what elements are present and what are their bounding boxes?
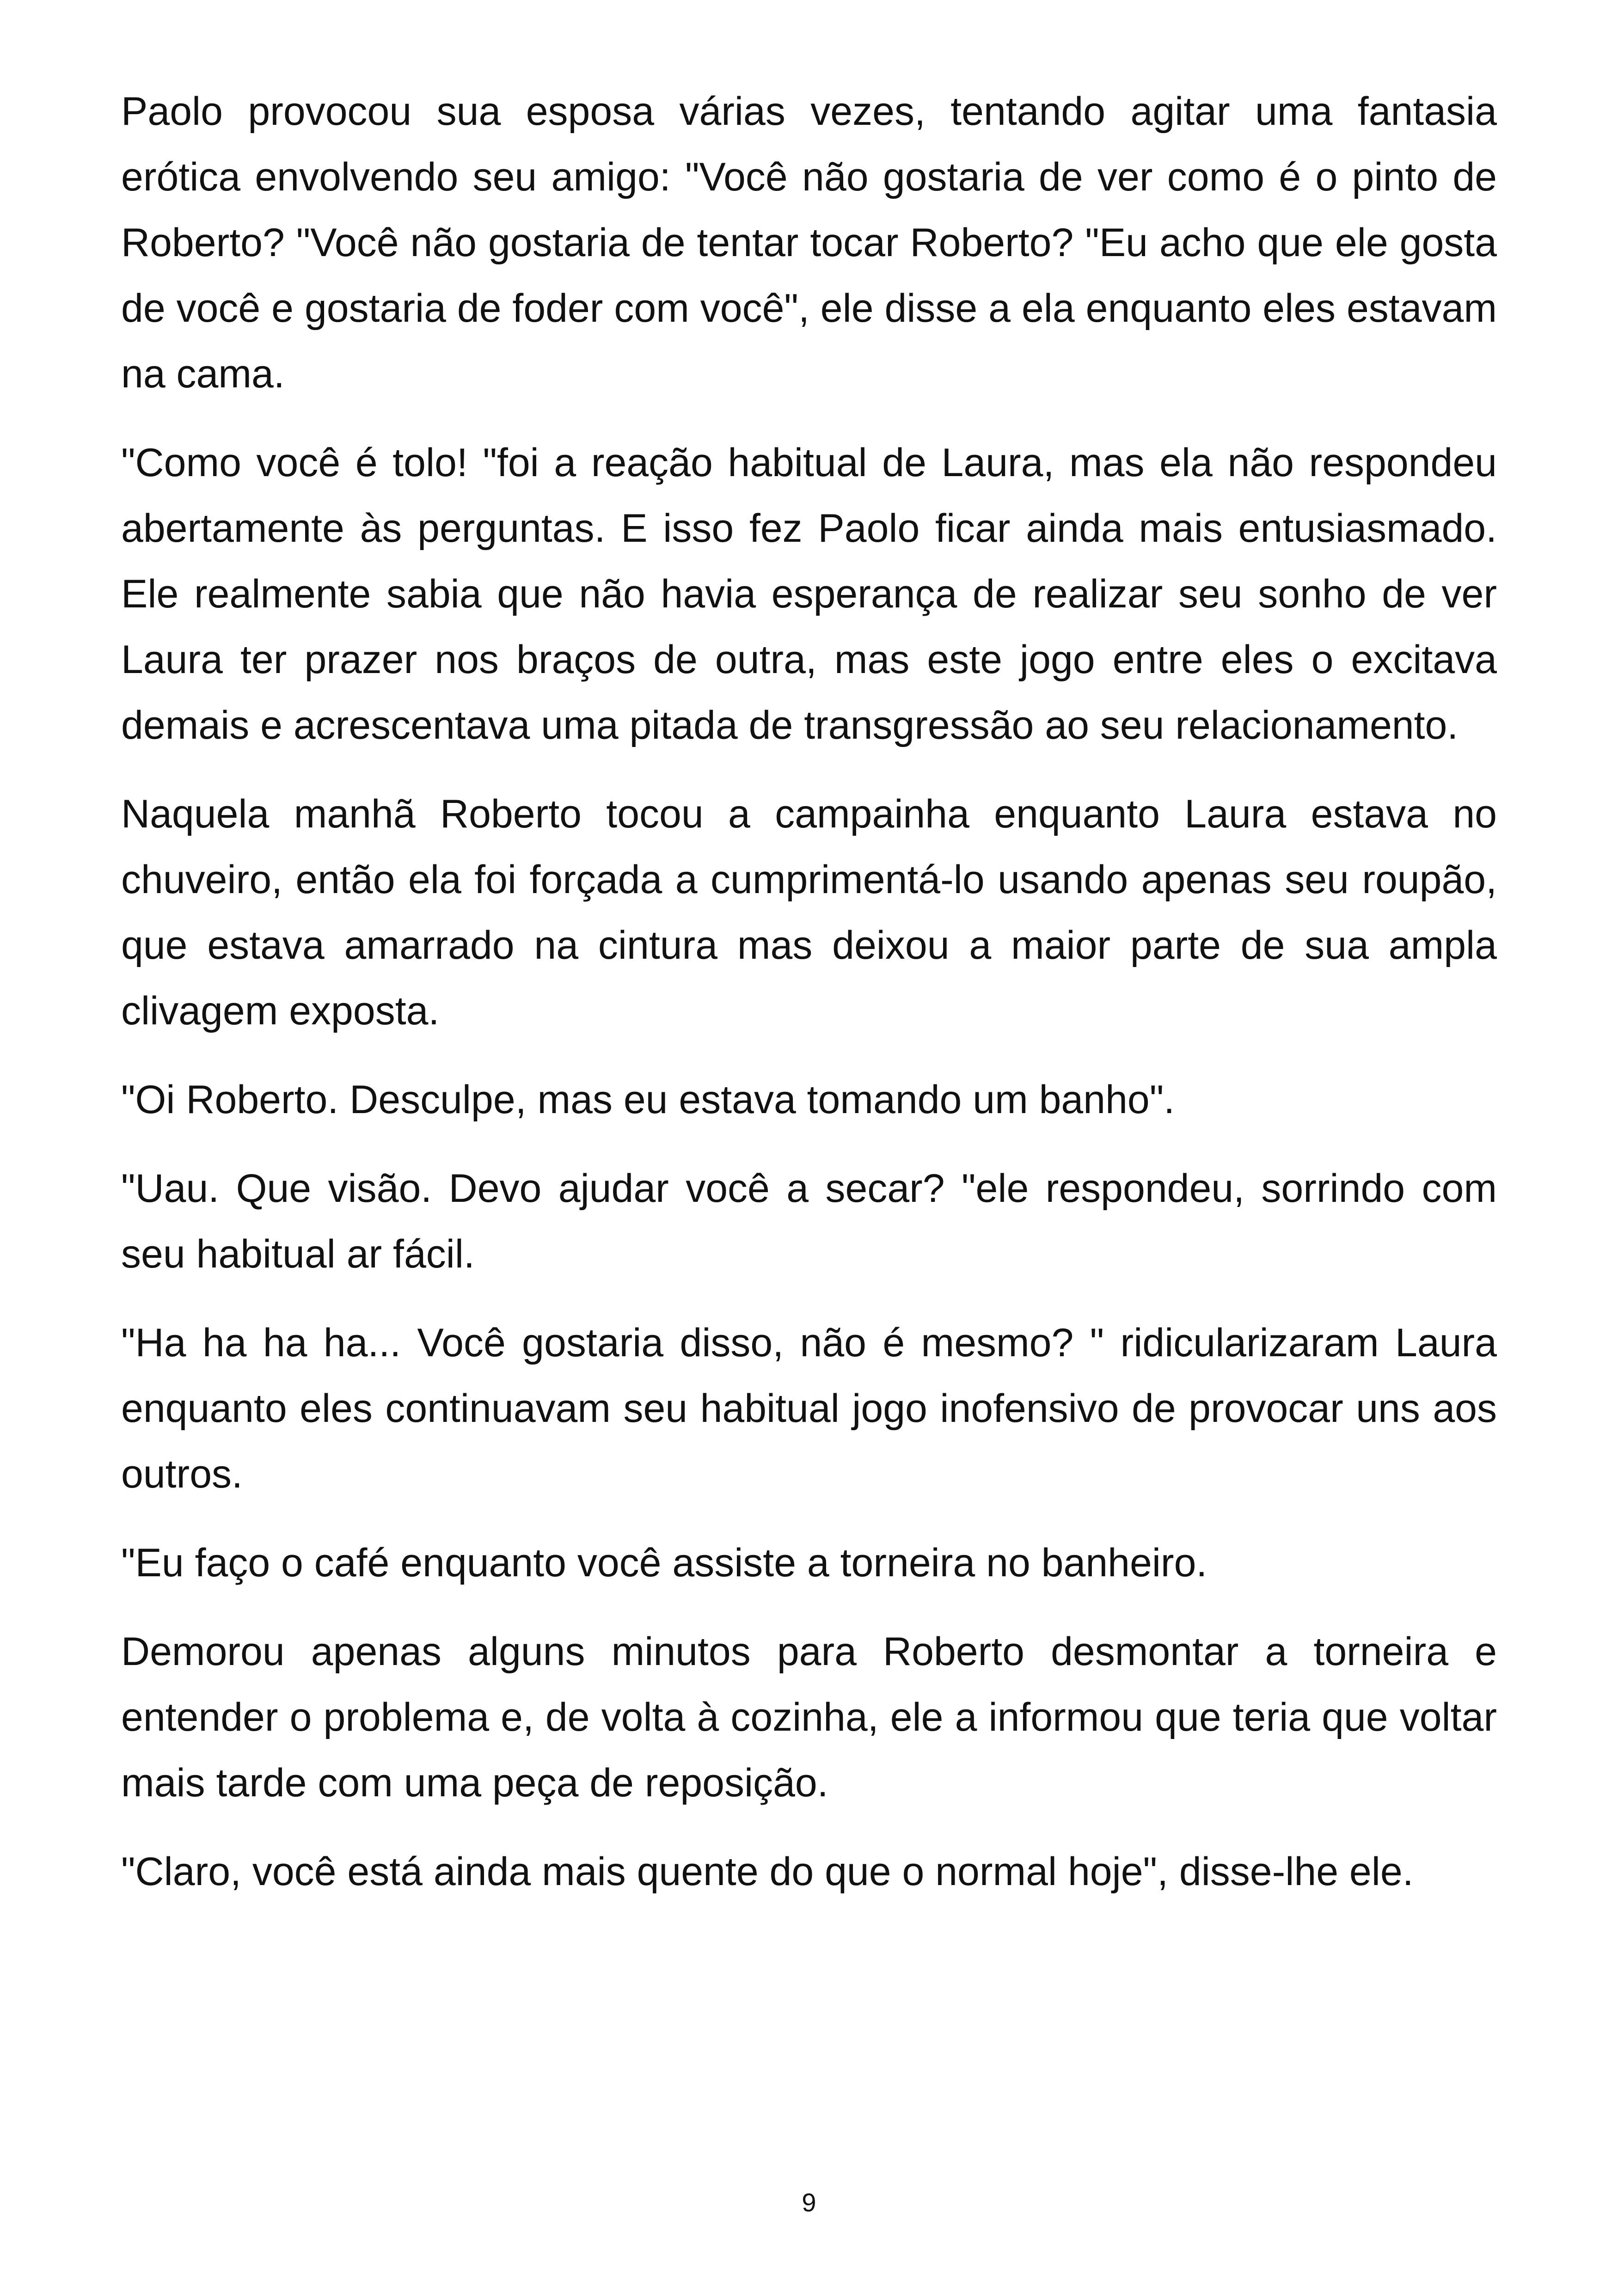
page-number: 9 [802,2188,816,2217]
paragraph-9: "Claro, você está ainda mais quente do que o normal hoje", disse-lhe ele. [121,1849,1414,1894]
paragraph-4: "Oi Roberto. Desculpe, mas eu estava tomando um banho". [121,1078,1175,1122]
body-text [121,79,1497,1928]
paragraph-1: Paolo provocou sua esposa várias vezes, tentando agitar uma fantasia erótica envolvendo seu amigo: "Você não gostaria de ver como é o pinto de Roberto? "Você não gostaria de tentar tocar Roberto? "Eu acho que ele gosta de você e gostaria de foder com você", ele disse a ela enquanto eles estavam na cama. [121,89,1497,396]
paragraph-8: Demorou apenas alguns minutos para Roberto desmontar a torneira e entender o problema e, de volta à cozinha, ele a informou que teria que voltar mais tarde com uma peça de reposição. [121,1629,1497,1805]
paragraph-7: "Eu faço o café enquanto você assiste a torneira no banheiro. [121,1541,1207,1585]
paragraph-3: Naquela manhã Roberto tocou a campainha enquanto Laura estava no chuveiro, então ela foi forçada a cumprimentá-lo usando apenas seu roupão, que estava amarrado na cintura mas deixou a maior parte de sua ampla clivagem exposta. [121,792,1497,1033]
paragraph-6: "Ha ha ha ha... Você gostaria disso, não é mesmo? " ridicularizaram Laura enquanto eles continuavam seu habitual jogo inofensivo de provocar uns aos outros. [121,1321,1497,1496]
paragraph-2: "Como você é tolo! "foi a reação habitual de Laura, mas ela não respondeu abertamente às perguntas. E isso fez Paolo ficar ainda mais entusiasmado. Ele realmente sabia que não havia esperança de realizar seu sonho de ver Laura ter prazer nos braços de outra, mas este jogo entre eles o excitava demais e acrescentava uma pitada de transgressão ao seu relacionamento. [121,441,1497,747]
paragraph-5: "Uau. Que visão. Devo ajudar você a secar? "ele respondeu, sorrindo com seu habitual ar fácil. [121,1166,1497,1276]
